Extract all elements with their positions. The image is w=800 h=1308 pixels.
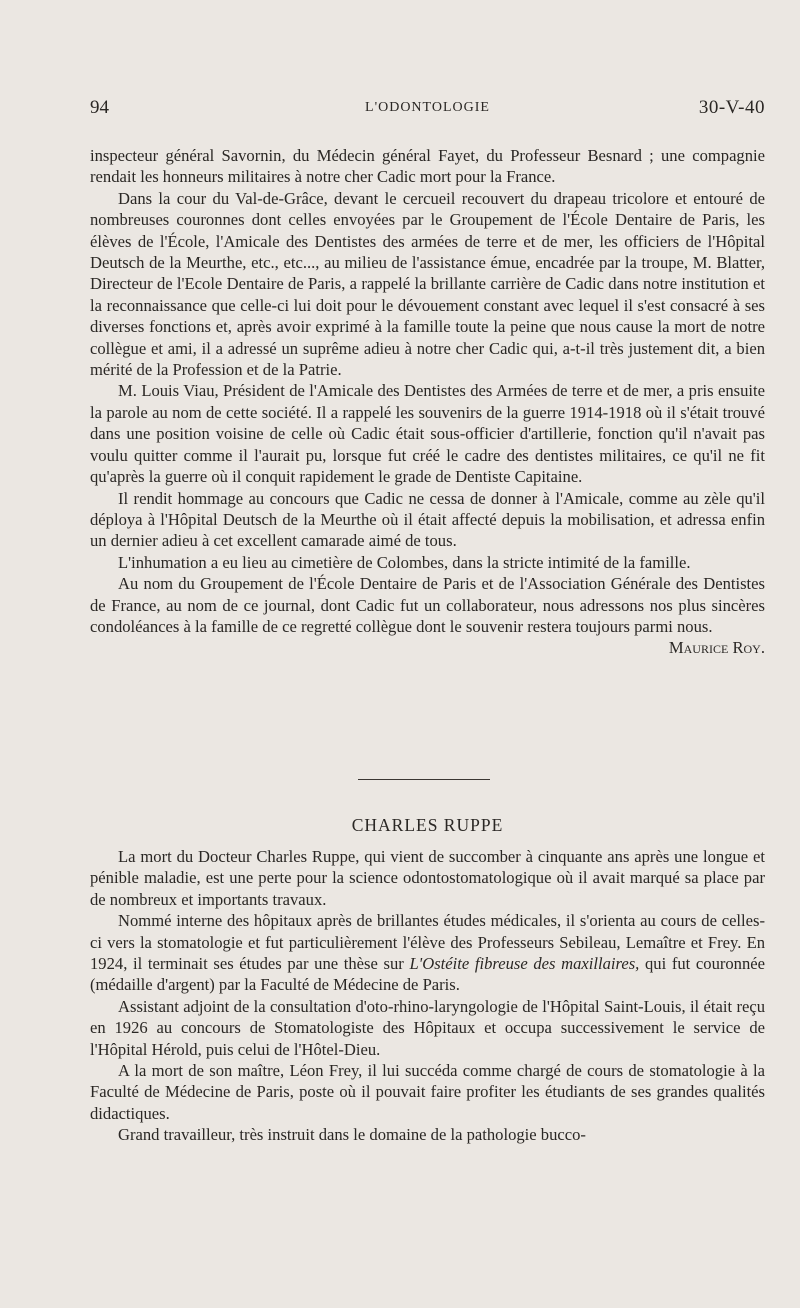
paragraph-text: Nommé interne des hôpitaux après de brillantes études médicales, il s'orienta au cours de celles-ci vers la stomatologie et fut particulièrement l'élève des Professeurs Sebileau, Lemaître et Frey. En 1924, il terminait ses études par une thèse sur	[90, 911, 765, 974]
paragraph: La mort du Docteur Charles Ruppe, qui vient de succomber à cinquante ans après une longue et pénible maladie, est une perte pour la science odontostomatologique où il avait marqué sa place par de nombreux et importants travaux.	[90, 847, 765, 909]
paragraph	[90, 910, 765, 996]
thesis-title: L'Ostéite fibreuse des maxillaires,	[409, 954, 640, 974]
article-ruppe	[90, 846, 765, 1146]
paragraph: Grand travailleur, très instruit dans le domaine de la pathologie bucco-	[118, 1125, 586, 1145]
paragraph: L'inhumation a eu lieu au cimetière de Colombes, dans la stricte intimité de la famille.	[118, 552, 691, 572]
issue-date: 30-V-40	[698, 97, 765, 118]
paragraph: A la mort de son maître, Léon Frey, il lui succéda comme chargé de cours de stomatologie à la Faculté de Médecine de Paris, poste où il pouvait faire profiter les étudiants de ses grandes qualités didactiques.	[90, 1061, 765, 1123]
page-header	[90, 97, 765, 125]
paragraph: Assistant adjoint de la consultation d'oto-rhino-laryngologie de l'Hôpital Saint-Louis, il était reçu en 1926 au concours de Stomatologiste des Hôpitaux et occupa successivement le service de l'Hôpital Hérold, puis celui de l'Hôtel-Dieu.	[90, 996, 765, 1059]
signature-text: Maurice Roy.	[668, 638, 765, 658]
paragraph-text: qui fut couronnée (médaille d'argent) par la Faculté de Médecine de Paris.	[90, 954, 766, 995]
article-title: CHARLES RUPPE	[351, 815, 504, 835]
page-number: 94	[90, 97, 109, 118]
paragraph: inspecteur général Savornin, du Médecin général Fayet, du Professeur Besnard ; une compagnie rendait les honneurs militaires à notre cher Cadic mort pour la France.	[90, 146, 765, 187]
paragraph: M. Louis Viau, Président de l'Amicale des Dentistes des Armées de terre et de mer, a pris ensuite la parole au nom de cette société. Il a rappelé les souvenirs de la guerre 1914-1918 où il s'était trouvé dans une position voisine de celle où Cadic était sous-officier d'artillerie, fonction qu'il n'avait pas voulu quitter comme il l'aurait pu, lorsque fut créé le cadre des dentistes militaires, ce qu'il ne fit qu'après la guerre où il conquit rapidement le grade de Dentiste Capitaine.	[90, 381, 765, 487]
paragraph: Dans la cour du Val-de-Grâce, devant le cercueil recouvert du drapeau tricolore et entouré de nombreuses couronnes dont celles envoyées par le Groupement de l'École Dentaire de Paris, les élèves de l'École, l'Amicale des Dentistes des armées de terre et de mer, les officiers de l'Hôpital Deutsch de la Meurthe, etc., etc..., au milieu de l'assistance émue, encadrée par la troupe, M. Blatter, Directeur de l'Ecole Dentaire de Paris, a rappelé la brillante carrière de Cadic dans notre institution et la reconnaissance que celle-ci lui doit pour le dévouement constant avec lequel il s'est consacré à ses diverses fonctions et, après avoir exprimé à la famille toute la peine que nous cause la mort de notre collègue et ami, il a adressé un suprême adieu à notre cher Cadic qui, a-t-il très justement dit, a bien mérité de la Profession et de la Patrie.	[90, 188, 765, 380]
section-divider	[358, 779, 490, 780]
running-title: L'ODONTOLOGIE	[365, 100, 490, 115]
paragraph: Au nom du Groupement de l'École Dentaire de Paris et de l'Association Générale des Dentistes de France, au nom de ce journal, dont Cadic fut un collaborateur, nous adressons nos plus sincères condoléances à la famille de ce regretté collègue dont le souvenir restera toujours parmi nous.	[90, 574, 765, 636]
signature	[90, 637, 765, 658]
paragraph: Il rendit hommage au concours que Cadic ne cessa de donner à l'Amicale, comme au zèle qu'il déploya à l'Hôpital Deutsch de la Meurthe où il était affecté depuis la mobilisation, et adressa enfin un dernier adieu à cet excellent camarade aimé de tous.	[90, 488, 765, 551]
article-cadic	[90, 145, 765, 659]
